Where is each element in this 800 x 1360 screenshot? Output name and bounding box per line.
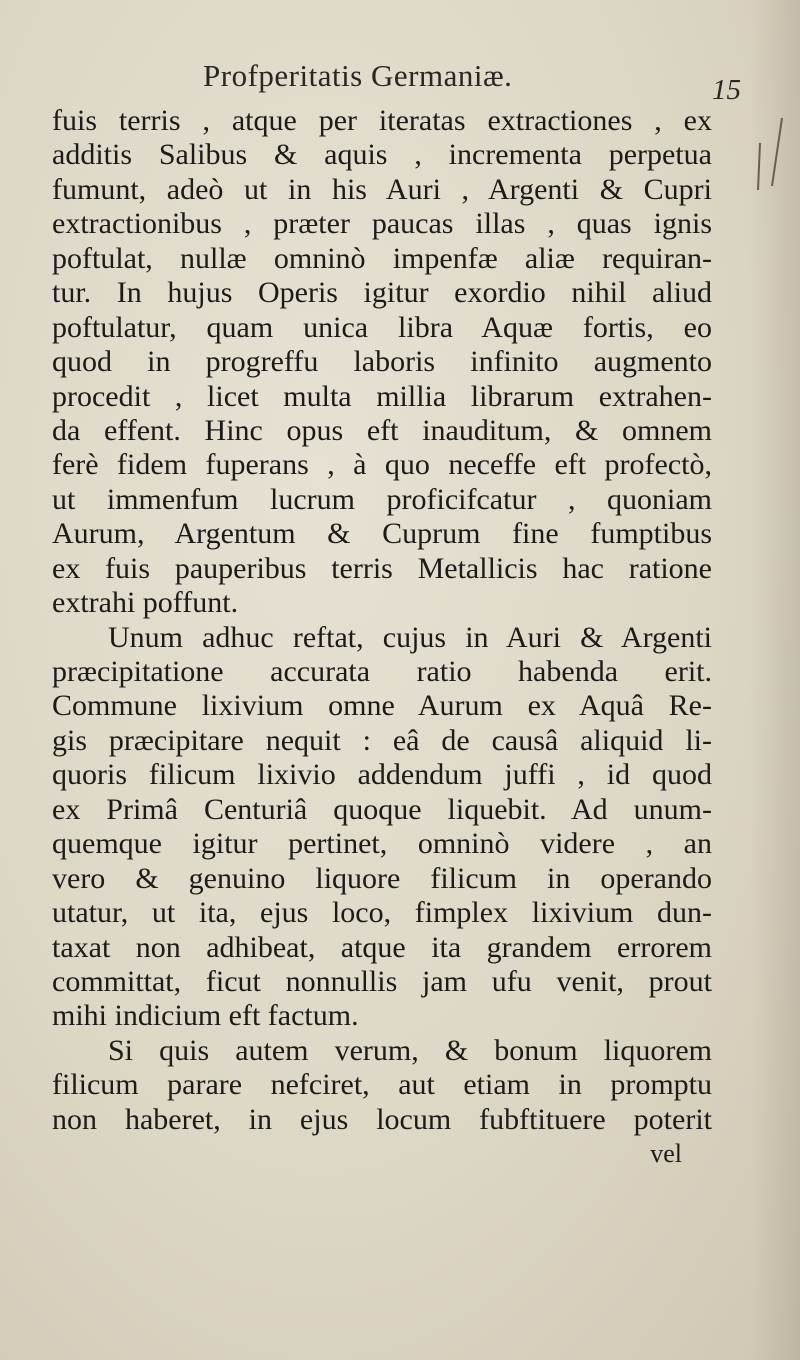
text-line: quoris filicum lixivio addendum juffi , id quod bbox=[52, 758, 712, 792]
text-line: non haberet, in ejus locum fubftituere poterit bbox=[52, 1102, 712, 1136]
text-line: ex fuis pauperibus terris Metallicis hac ratione bbox=[52, 551, 712, 585]
running-title: Profperitatis Germaniæ. bbox=[203, 58, 513, 93]
page-number: 15 bbox=[712, 74, 741, 106]
body-text bbox=[52, 104, 712, 1172]
text-line: quemque igitur pertinet, omninò videre , an bbox=[52, 827, 712, 861]
text-line: extractionibus , præter paucas illas , quas ignis bbox=[52, 207, 712, 241]
text-line: gis præcipitare nequit : eâ de causâ aliquid li- bbox=[52, 723, 712, 757]
text-line-paragraph-end: extrahi poffunt. bbox=[52, 586, 239, 620]
text-line: taxat non adhibeat, atque ita grandem errorem bbox=[52, 930, 712, 964]
text-line-paragraph-end: mihi indicium eft factum. bbox=[52, 999, 359, 1033]
text-line-paragraph-start: Unum adhuc reftat, cujus in Auri & Argenti bbox=[108, 620, 712, 654]
text-line-paragraph-start: Si quis autem verum, & bonum liquorem bbox=[108, 1033, 712, 1067]
text-line: poftulatur, quam unica libra Aquæ fortis, eo bbox=[52, 310, 712, 344]
text-line: tur. In hujus Operis igitur exordio nihil aliud bbox=[52, 276, 712, 310]
catchword: vel bbox=[650, 1139, 682, 1169]
text-line: Commune lixivium omne Aurum ex Aquâ Re- bbox=[52, 689, 712, 723]
text-line: quod in progreffu laboris infinito augmento bbox=[52, 345, 712, 379]
text-line: committat, ficut nonnullis jam ufu venit, prout bbox=[52, 964, 712, 998]
text-line: additis Salibus & aquis , incrementa perpetua bbox=[52, 138, 712, 172]
text-line: ex Primâ Centuriâ quoque liquebit. Ad unum- bbox=[52, 792, 712, 826]
text-line: filicum parare nefciret, aut etiam in promptu bbox=[52, 1068, 712, 1102]
page-header bbox=[0, 58, 800, 106]
text-line: fuis terris , atque per iteratas extractiones , ex bbox=[52, 104, 712, 137]
text-line: ferè fidem fuperans , à quo neceffe eft profectò, bbox=[52, 448, 712, 482]
text-line: procedit , licet multa millia librarum extrahen- bbox=[52, 379, 712, 413]
text-line: ut immenfum lucrum proficifcatur , quoniam bbox=[52, 482, 712, 516]
page-edge-shadow bbox=[750, 0, 800, 1360]
text-line: da effent. Hinc opus eft inauditum, & omnem bbox=[52, 413, 712, 447]
text-line: Aurum, Argentum & Cuprum fine fumptibus bbox=[52, 517, 712, 551]
text-line: fumunt, adeò ut in his Auri , Argenti & Cupri bbox=[52, 172, 712, 206]
text-line: vero & genuino liquore filicum in operando bbox=[52, 861, 712, 895]
text-line: utatur, ut ita, ejus loco, fimplex lixivium dun- bbox=[52, 896, 712, 930]
text-line: præcipitatione accurata ratio habenda erit. bbox=[52, 655, 712, 688]
text-line: poftulat, nullæ omninò impenfæ aliæ requiran- bbox=[52, 241, 712, 275]
margin-pencil-marks bbox=[750, 108, 795, 198]
